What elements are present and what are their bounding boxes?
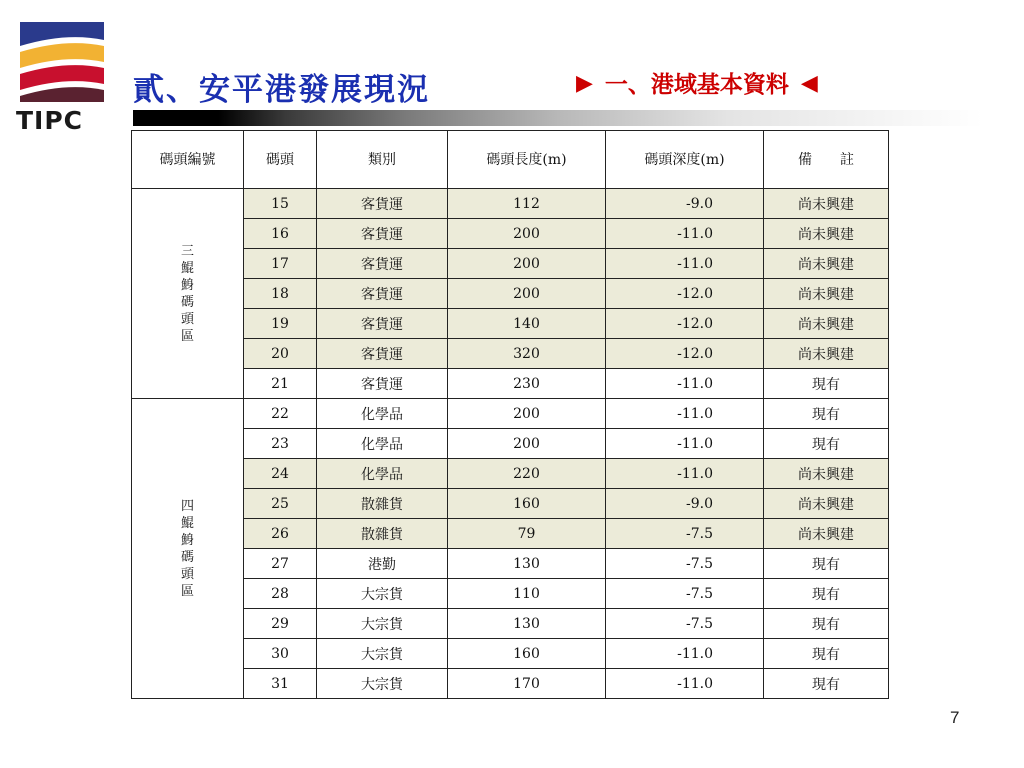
cell-remark: 尚未興建 [764,519,889,549]
table-row [132,639,889,669]
table-row [132,459,889,489]
cell-length: 130 [448,609,606,639]
cell-remark: 尚未興建 [764,279,889,309]
cell-berth: 31 [244,669,317,699]
cell-type: 大宗貨 [317,609,448,639]
header-zone: 碼頭編號 [132,131,244,189]
cell-depth: -12.0 [606,309,764,339]
cell-remark: 現有 [764,669,889,699]
cell-length: 130 [448,549,606,579]
cell-remark: 尚未興建 [764,459,889,489]
cell-berth: 23 [244,429,317,459]
cell-berth: 22 [244,399,317,429]
cell-depth: -7.5 [606,519,764,549]
cell-remark: 現有 [764,429,889,459]
table-row [132,609,889,639]
table-row [132,519,889,549]
cell-depth: -12.0 [606,279,764,309]
cell-length: 110 [448,579,606,609]
cell-length: 160 [448,489,606,519]
cell-remark: 現有 [764,549,889,579]
cell-type: 客貨運 [317,189,448,219]
cell-remark: 尚未興建 [764,249,889,279]
cell-berth: 15 [244,189,317,219]
cell-depth: -7.5 [606,609,764,639]
subtitle-text: 一、港域基本資料 [604,71,789,98]
cell-length: 160 [448,639,606,669]
title-divider [133,110,983,126]
cell-type: 化學品 [317,459,448,489]
cell-berth: 19 [244,309,317,339]
cell-berth: 30 [244,639,317,669]
zone-label: 三鯤鯓碼頭區 [180,243,194,344]
cell-length: 200 [448,429,606,459]
header-type: 類別 [317,131,448,189]
table-header-row [132,131,889,189]
cell-type: 客貨運 [317,369,448,399]
cell-length: 170 [448,669,606,699]
table-row [132,579,889,609]
cell-type: 客貨運 [317,339,448,369]
cell-length: 112 [448,189,606,219]
left-triangle-icon: ◀ [800,69,818,96]
cell-depth: -11.0 [606,639,764,669]
table-row [132,249,889,279]
cell-type: 大宗貨 [317,579,448,609]
cell-depth: -9.0 [606,489,764,519]
cell-remark: 現有 [764,399,889,429]
cell-berth: 16 [244,219,317,249]
table-row [132,489,889,519]
cell-length: 200 [448,399,606,429]
cell-remark: 尚未興建 [764,309,889,339]
cell-remark: 尚未興建 [764,339,889,369]
slide-title: 貳、安平港發展現況 [133,72,430,108]
cell-type: 港勤 [317,549,448,579]
cell-length: 200 [448,279,606,309]
berth-table [131,130,889,699]
slide-subtitle [576,66,818,99]
right-triangle-icon: ▶ [576,69,593,96]
table-row [132,399,889,429]
cell-type: 客貨運 [317,249,448,279]
table-row [132,279,889,309]
cell-berth: 24 [244,459,317,489]
cell-length: 200 [448,249,606,279]
header-berth: 碼頭 [244,131,317,189]
cell-berth: 28 [244,579,317,609]
zone-cell-sikunshen [132,399,244,699]
cell-type: 大宗貨 [317,639,448,669]
cell-depth: -12.0 [606,339,764,369]
cell-length: 220 [448,459,606,489]
cell-depth: -11.0 [606,669,764,699]
cell-remark: 現有 [764,579,889,609]
table-row [132,309,889,339]
page-number: 7 [950,708,960,727]
cell-depth: -11.0 [606,399,764,429]
cell-type: 化學品 [317,399,448,429]
cell-remark: 現有 [764,639,889,669]
table-row [132,189,889,219]
cell-type: 客貨運 [317,309,448,339]
cell-berth: 21 [244,369,317,399]
cell-berth: 27 [244,549,317,579]
cell-length: 230 [448,369,606,399]
header-length: 碼頭長度(m) [448,131,606,189]
cell-depth: -9.0 [606,189,764,219]
cell-depth: -11.0 [606,219,764,249]
table-row [132,549,889,579]
cell-depth: -7.5 [606,549,764,579]
zone-cell-sankunshen [132,189,244,399]
table-row [132,369,889,399]
zone-label: 四鯤鯓碼頭區 [180,498,194,599]
cell-type: 客貨運 [317,219,448,249]
cell-depth: -11.0 [606,459,764,489]
table-row [132,669,889,699]
cell-depth: -11.0 [606,429,764,459]
cell-berth: 26 [244,519,317,549]
cell-length: 140 [448,309,606,339]
cell-depth: -11.0 [606,249,764,279]
cell-remark: 現有 [764,609,889,639]
table-row [132,429,889,459]
tipc-logo-text: TIPC [16,106,84,135]
cell-depth: -11.0 [606,369,764,399]
cell-length: 79 [448,519,606,549]
cell-type: 散雜貨 [317,489,448,519]
cell-type: 化學品 [317,429,448,459]
cell-length: 200 [448,219,606,249]
cell-berth: 18 [244,279,317,309]
table-row [132,339,889,369]
cell-remark: 現有 [764,369,889,399]
cell-berth: 29 [244,609,317,639]
cell-depth: -7.5 [606,579,764,609]
header-depth: 碼頭深度(m) [606,131,764,189]
header-remark: 備 註 [764,131,889,189]
cell-berth: 25 [244,489,317,519]
cell-type: 客貨運 [317,279,448,309]
cell-type: 散雜貨 [317,519,448,549]
cell-remark: 尚未興建 [764,189,889,219]
cell-berth: 17 [244,249,317,279]
cell-berth: 20 [244,339,317,369]
cell-type: 大宗貨 [317,669,448,699]
cell-length: 320 [448,339,606,369]
cell-remark: 尚未興建 [764,489,889,519]
table-row [132,219,889,249]
table-body [132,189,889,699]
cell-remark: 尚未興建 [764,219,889,249]
